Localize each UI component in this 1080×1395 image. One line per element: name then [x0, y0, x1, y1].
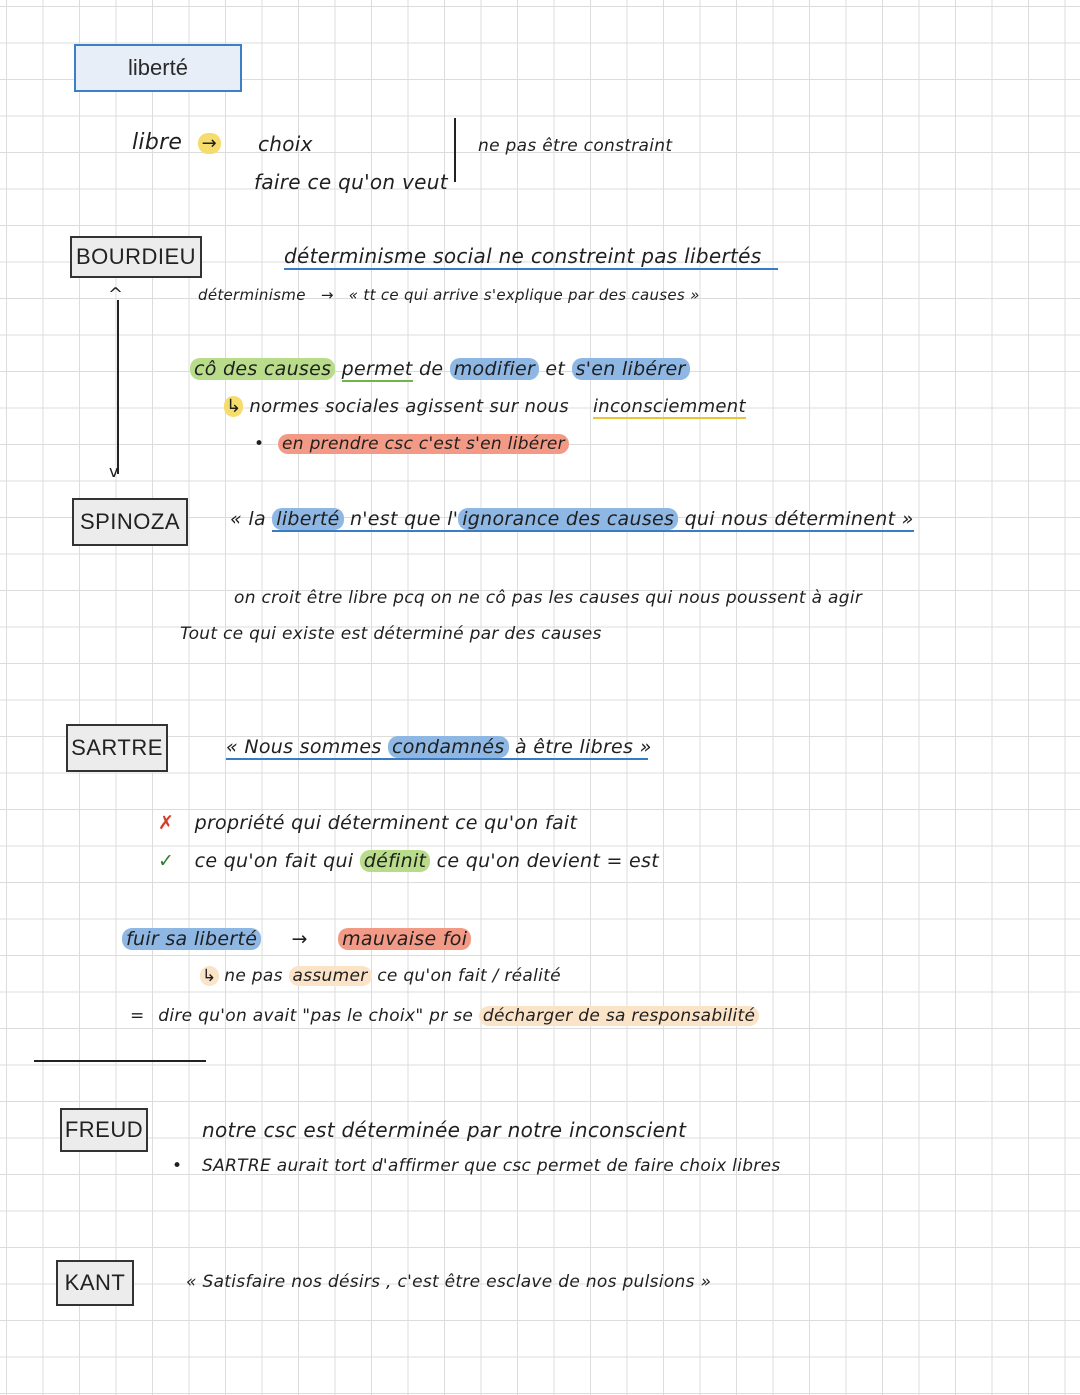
kant-quote: « Satisfaire nos désirs , c'est être esclave de nos pulsions » — [186, 1272, 712, 1292]
freud-name: FREUD — [64, 1117, 144, 1142]
dire-eq: = — [130, 1006, 145, 1026]
intro-faire: faire ce qu'on veut — [254, 170, 448, 194]
sartre-condamnes: condamnés — [388, 736, 509, 758]
freud-line1: notre csc est déterminée par notre inconscient — [202, 1118, 687, 1142]
conn-de: de — [419, 358, 444, 380]
dire-text: dire qu'on avait "pas le choix" pr se — [158, 1006, 474, 1026]
fuir-line — [122, 928, 471, 950]
cross-icon: ✗ — [158, 812, 175, 834]
normes-text: normes sociales agissent sur nous — [249, 396, 569, 417]
quote-ignorance: ignorance des causes — [458, 508, 678, 530]
quote-underlined — [272, 508, 913, 532]
spinoza-name: SPINOZA — [79, 509, 181, 534]
intro-choix: choix — [258, 132, 313, 156]
bourdieu-name: BOURDIEU — [75, 244, 197, 269]
page-title — [74, 44, 242, 92]
check-text-a: ce qu'on fait qui — [194, 850, 354, 872]
dire-line — [130, 1006, 759, 1026]
spinoza-quote — [230, 508, 914, 530]
spinoza-box — [72, 498, 188, 546]
def-arrow: → — [320, 286, 334, 304]
prendre-line — [254, 434, 569, 454]
def-label: déterminisme — [198, 286, 306, 304]
sartre-check-line — [158, 850, 659, 872]
assumer-word: assumer — [289, 966, 372, 986]
assumer-arrow: ↳ — [202, 966, 217, 986]
sartre-quote-b: à être libres » — [514, 736, 652, 758]
page-title-text: liberté — [128, 55, 188, 80]
def-text: « tt ce qui arrive s'explique par des causes » — [348, 286, 700, 304]
determinisme-def — [198, 286, 700, 304]
prendre-text: en prendre csc c'est s'en libérer — [278, 434, 569, 454]
bullet-point: • — [254, 434, 265, 454]
freud-line2 — [172, 1156, 781, 1176]
freud-line2-text: SARTRE aurait tort d'affirmer que csc permet de faire choix libres — [202, 1156, 781, 1176]
intro-libre — [132, 130, 221, 155]
check-text-b: ce qu'on devient = est — [436, 850, 659, 872]
quote-end: qui nous déterminent » — [684, 508, 914, 530]
sartre-name: SARTRE — [71, 735, 163, 760]
assumer-b: ce qu'on fait / réalité — [377, 966, 561, 986]
sartre-quote-a: « Nous sommes — [226, 736, 382, 758]
dire-decharger: décharger de sa responsabilité — [479, 1006, 759, 1026]
sartre-quote — [226, 736, 652, 760]
conn-causes: cô des causes — [190, 358, 335, 380]
conn-et: et — [545, 358, 566, 380]
sartre-cross-line — [158, 812, 577, 834]
quote-liberte: liberté — [272, 508, 343, 530]
conn-modifier: modifier — [450, 358, 539, 380]
intro-contrainte: ne pas être constraint — [478, 136, 673, 156]
normes-arrow: ↳ — [226, 396, 242, 417]
fuir-arrow: → — [291, 928, 308, 950]
quote-open: « la — [230, 508, 266, 530]
check-definit: définit — [360, 850, 431, 872]
assumer-a: ne pas — [224, 966, 283, 986]
kant-name: KANT — [64, 1270, 126, 1295]
spinoza-line2: Tout ce qui existe est déterminé par des causes — [180, 624, 602, 644]
fuir-liberte: fuir sa liberté — [122, 928, 261, 950]
arrow-down-icon: v — [109, 462, 119, 481]
freud-bullet: • — [172, 1156, 183, 1176]
intro-divider — [454, 118, 456, 182]
libre-word: libre — [132, 130, 183, 155]
spinoza-line1: on croit être libre pcq on ne cô pas les causes qui nous poussent à agir — [234, 588, 863, 608]
bourdieu-heading: déterminisme social ne constreint pas libertés — [284, 244, 778, 270]
freud-box — [60, 1108, 148, 1152]
bourdieu-box — [70, 236, 202, 278]
mauvaise-foi: mauvaise foi — [338, 928, 471, 950]
normes-line — [224, 396, 746, 417]
conn-liberer: s'en libérer — [572, 358, 690, 380]
inconsciemment: inconsciemment — [592, 396, 746, 417]
sartre-box — [66, 724, 168, 772]
kant-box — [56, 1260, 134, 1306]
quote-mid: n'est que l' — [349, 508, 459, 530]
conn-permet: permet — [341, 358, 413, 380]
arrow-up-icon: ^ — [108, 284, 124, 305]
cross-text: propriété qui déterminent ce qu'on fait — [194, 812, 578, 834]
section-separator — [34, 1060, 206, 1062]
assumer-line — [200, 966, 561, 986]
connaissance-line — [190, 358, 690, 380]
intro-arrow: → — [198, 133, 221, 154]
check-icon: ✓ — [158, 850, 175, 872]
double-arrow-line — [117, 300, 119, 474]
